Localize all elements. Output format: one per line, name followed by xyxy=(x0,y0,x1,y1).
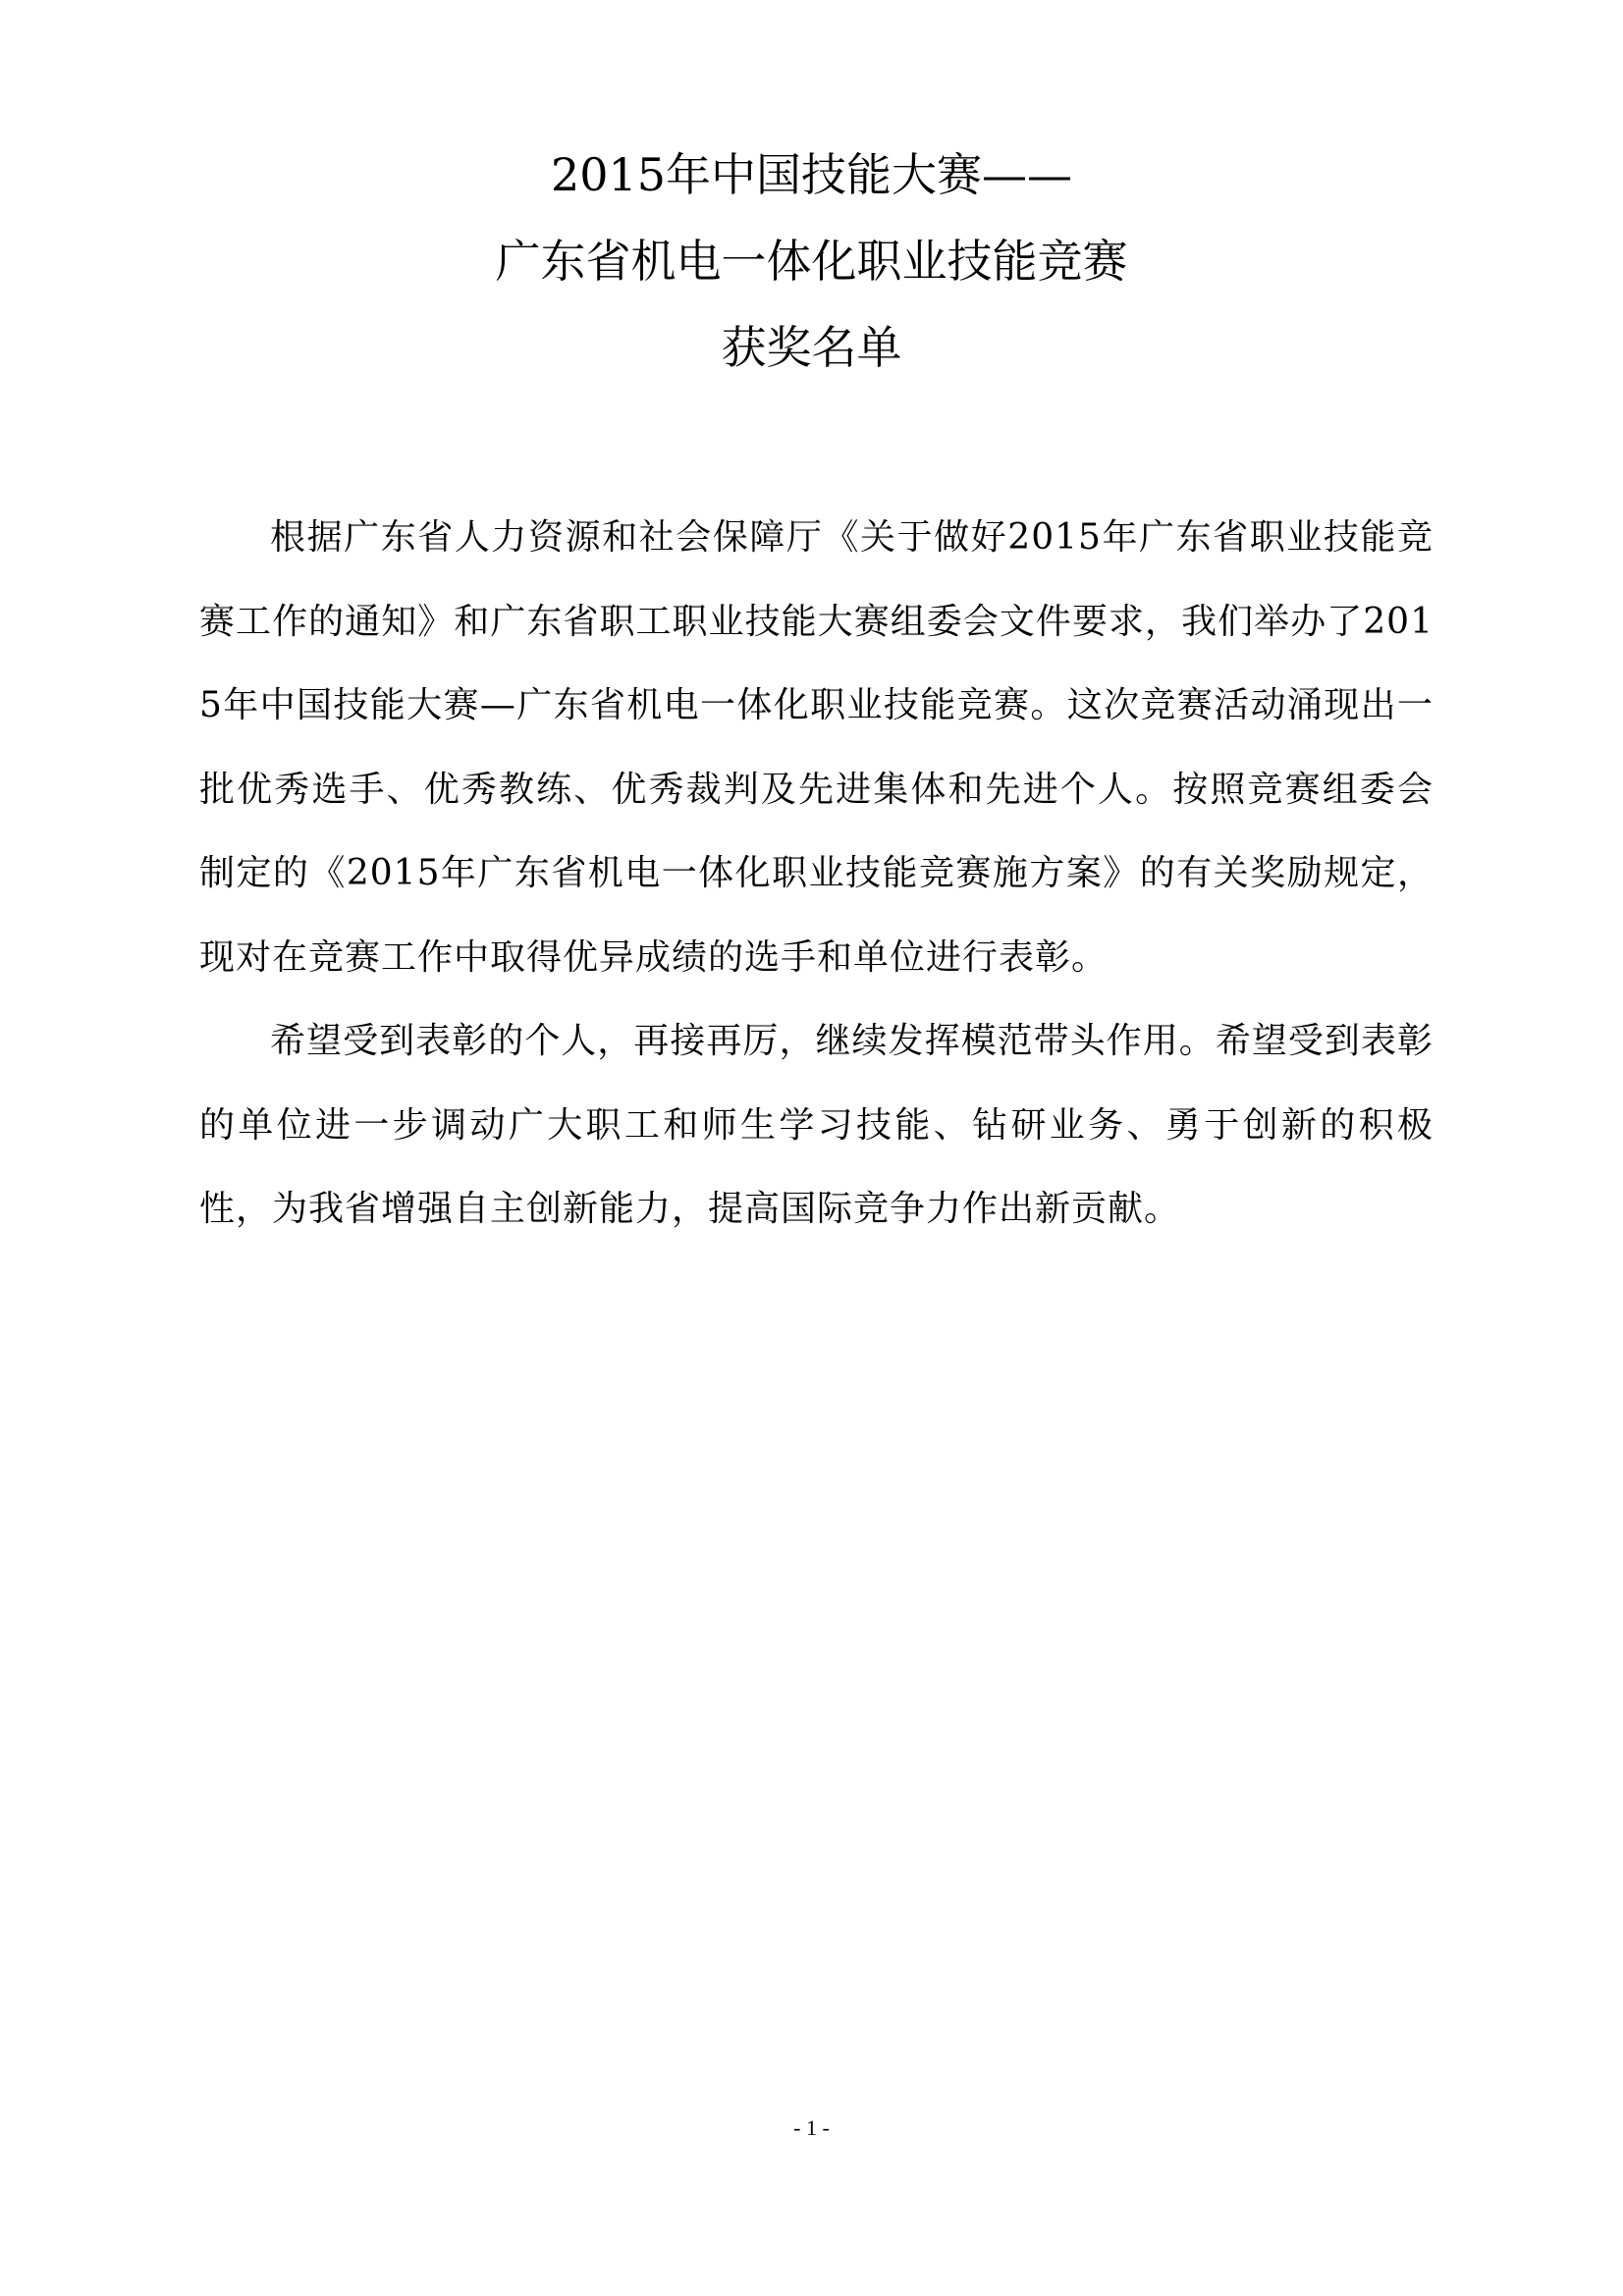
document-title xyxy=(0,147,1623,406)
title-line-2: 广东省机电一体化职业技能竞赛 xyxy=(495,235,1128,288)
title-line-3: 获奖名单 xyxy=(721,321,902,374)
page-number: - 1 - xyxy=(793,2115,830,2140)
document-body xyxy=(199,496,1434,1252)
body-paragraph-2: 希望受到表彰的个人，再接再厉，继续发挥模范带头作用。希望受到表彰的单位进一步调动广大职工和师生学习技能、钻研业务、勇于创新的积极性，为我省增强自主创新能力，提高国际竞争力作出新贡献。 xyxy=(199,1021,1434,1229)
title-line-1: 2015年中国技能大赛—— xyxy=(550,148,1073,201)
body-paragraph-1: 根据广东省人力资源和社会保障厅《关于做好2015年广东省职业技能竞赛工作的通知》和广东省职工职业技能大赛组委会文件要求，我们举办了2015年中国技能大赛—广东省机电一体化职业技能竞赛。这次竞赛活动涌现出一批优秀选手、优秀教练、优秀裁判及先进集体和先进个人。按照竞赛组委会制定的《2015年广东省机电一体化职业技能竞赛施方案》的有关奖励规定，现对在竞赛工作中取得优异成绩的选手和单位进行表彰。 xyxy=(199,517,1434,978)
